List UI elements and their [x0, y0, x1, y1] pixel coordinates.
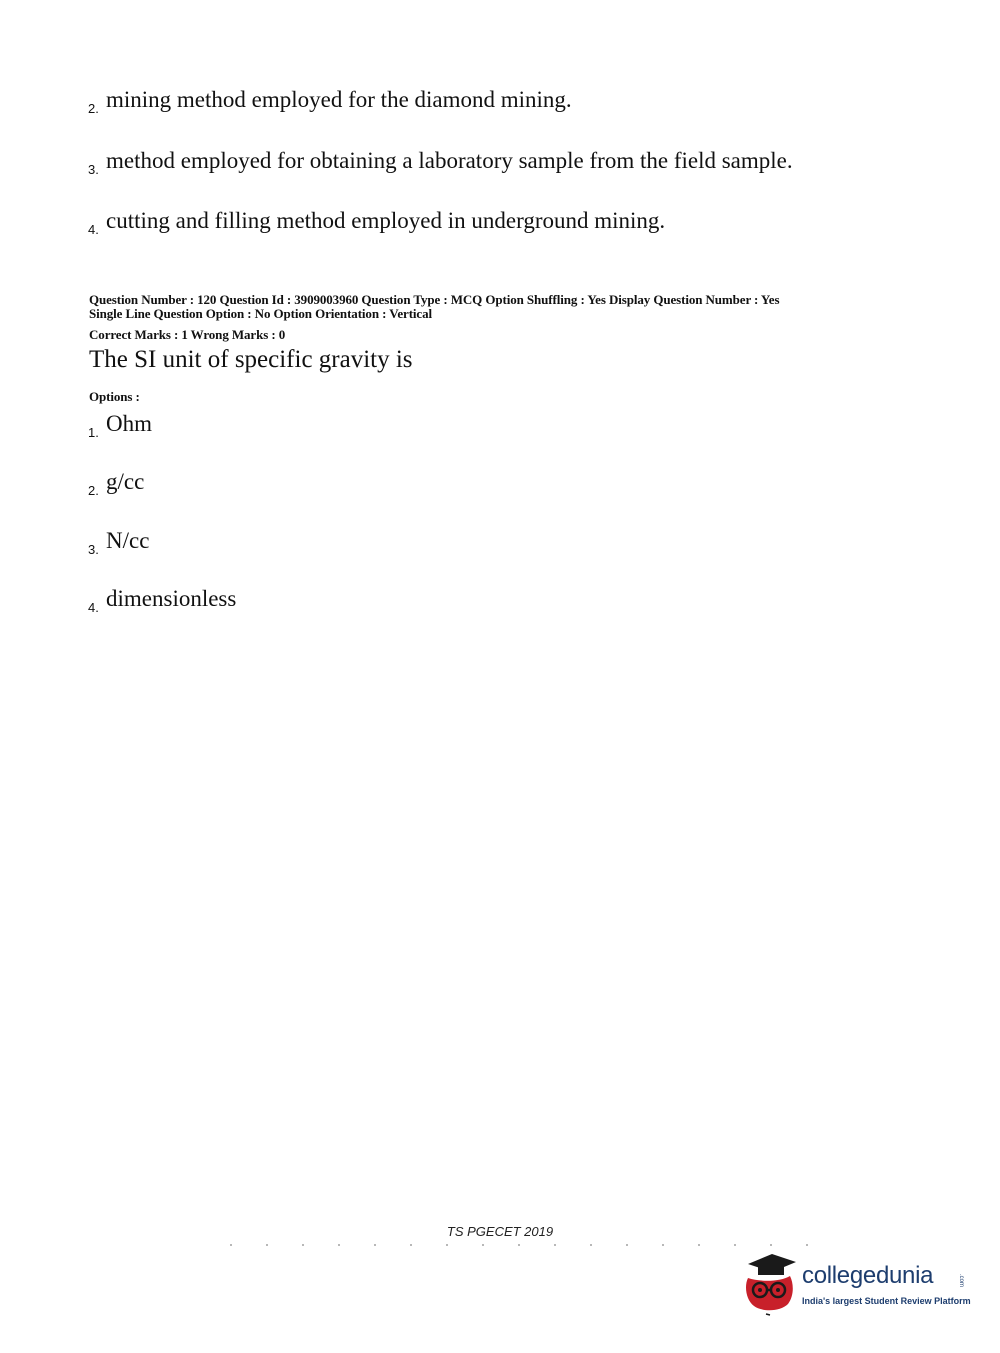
option-text: N/cc — [106, 528, 150, 553]
question-meta-line2: Single Line Question Option : No Option Orientation : Vertical — [89, 306, 433, 321]
option-text: dimensionless — [106, 586, 237, 611]
logo-dotcom: .com — [958, 1274, 964, 1288]
previous-option-3 — [88, 147, 793, 175]
footer-exam-name: TS PGECET 2019 — [446, 1224, 554, 1239]
option-text: Ohm — [106, 411, 152, 436]
option-number: 2. — [88, 101, 99, 116]
options-label: Options : — [89, 389, 140, 404]
option-text: g/cc — [106, 469, 145, 494]
logo-tagline: India's largest Student Review Platform — [802, 1296, 971, 1306]
collegedunia-logo — [740, 1248, 970, 1318]
option-number: 4. — [88, 222, 99, 237]
option-number: 4. — [88, 600, 99, 615]
mascot-graduation-cap-icon — [740, 1248, 800, 1318]
previous-option-2 — [88, 86, 572, 114]
logo-brand: collegedunia — [802, 1262, 934, 1289]
option-4 — [88, 585, 236, 613]
option-number: 1. — [88, 425, 99, 440]
option-number: 3. — [88, 162, 99, 177]
option-1 — [88, 410, 152, 438]
option-3 — [88, 527, 149, 555]
option-text: cutting and filling method employed in underground mining. — [106, 208, 666, 233]
footer-divider — [230, 1244, 830, 1246]
option-2 — [88, 468, 144, 496]
question-text: The SI unit of specific gravity is — [89, 346, 413, 373]
option-text: method employed for obtaining a laboratory sample from the field sample. — [106, 148, 793, 173]
question-meta-line1: Question Number : 120 Question Id : 3909003960 Question Type : MCQ Option Shuffling : Yes Display Question Number : Yes — [89, 292, 780, 307]
option-number: 2. — [88, 483, 99, 498]
option-text: mining method employed for the diamond mining. — [106, 87, 572, 112]
option-number: 3. — [88, 542, 99, 557]
question-marks: Correct Marks : 1 Wrong Marks : 0 — [89, 327, 286, 342]
previous-option-4 — [88, 207, 665, 235]
